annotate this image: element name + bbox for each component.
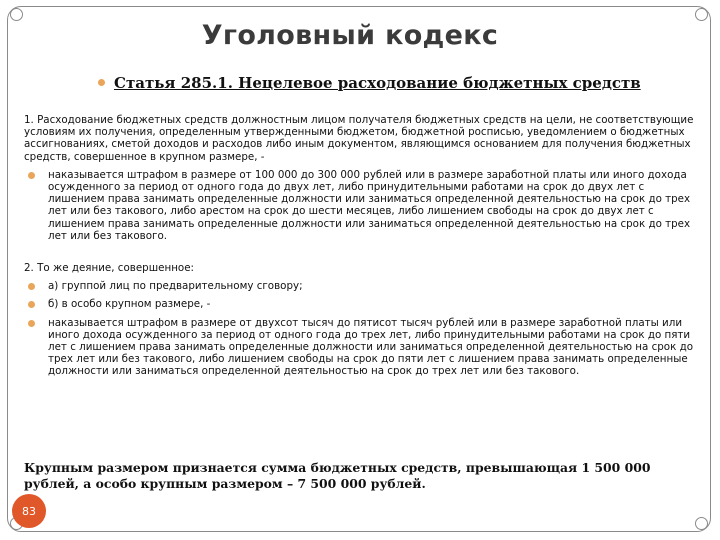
bullet-icon <box>28 172 35 179</box>
bullet-icon <box>28 320 35 327</box>
part2-intro: 2. То же деяние, совершенное: <box>24 262 195 275</box>
part1-intro: 1. Расходование бюджетных средств должностным лицом получателя бюджетных средств на цели, не соответствующие условиям их получения, определенным утвержденными бюджетом, бюджетной росписью, уведомлением о бюджетных ассигнованиях, сметой доходов и расходов либо иным документом, являющимся основанием для получения бюджетных средств, совершенное в крупном размере, - <box>24 114 694 163</box>
part2-condition-a: а) группой лиц по предварительному сговору; <box>48 280 303 293</box>
article-body <box>24 114 702 378</box>
part2-penalty: наказывается штрафом в размере от двухсот тысяч до пятисот тысяч рублей или в размере заработной платы или иного дохода осужденного за период от одного года до трех лет, либо принудительными работами на срок до пяти лет с лишением права занимать определенные должности или заниматься определенной деятельностью на срок до трех лет или без такового, либо лишением свободы на срок до пяти лет с лишением права занимать определенные должности или заниматься определенной деятельностью на срок до трех лет или без такового. <box>48 316 693 378</box>
list-item <box>24 317 702 378</box>
slide-title: Уголовный кодекс <box>201 20 499 51</box>
list-item <box>24 298 702 310</box>
bullet-icon <box>98 79 105 86</box>
list-item <box>24 280 702 292</box>
article-heading <box>98 74 641 92</box>
bullet-icon <box>28 301 35 308</box>
threshold-note: Крупным размером признается сумма бюджетных средств, превышающая 1 500 000 рублей, а особо крупным размером – 7 500 000 рублей. <box>24 460 651 491</box>
frame-corner-ornament <box>695 517 708 530</box>
bullet-icon <box>28 283 35 290</box>
list-item <box>24 169 702 242</box>
article-heading-text: Статья 285.1. Нецелевое расходование бюджетных средств <box>114 74 641 92</box>
part2-condition-b: б) в особо крупном размере, - <box>48 298 211 311</box>
part1-penalty: наказывается штрафом в размере от 100 000 до 300 000 рублей или в размере заработной платы или иного дохода осужденного за период от одного года до двух лет, либо принудительными работами на срок до двух лет с лишением права занимать определенные должности или заниматься определенной деятельностью на срок до трех лет или без такового, либо арестом на срок до шести месяцев, либо лишением свободы на срок до двух лет с лишением права занимать определенные должности или заниматься определенной деятельностью на срок до трех лет или без такового. <box>48 168 691 242</box>
page-number-badge: 83 <box>12 494 46 528</box>
